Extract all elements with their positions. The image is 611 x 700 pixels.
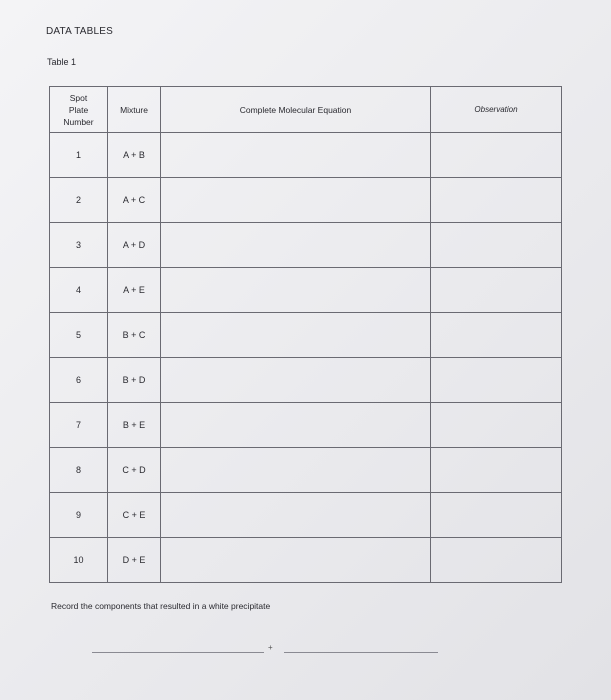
observation-cell[interactable] (431, 313, 562, 358)
mixture-cell: B + C (108, 313, 161, 358)
data-table (49, 86, 562, 583)
header-equation: Complete Molecular Equation (161, 87, 431, 133)
observation-cell[interactable] (431, 403, 562, 448)
table-row (50, 403, 562, 448)
answer-plus-sign: + (268, 643, 273, 652)
observation-cell[interactable] (431, 538, 562, 583)
observation-cell[interactable] (431, 223, 562, 268)
table-row (50, 493, 562, 538)
table-row (50, 268, 562, 313)
precipitate-answer-line-1[interactable] (92, 652, 264, 653)
precipitate-prompt: Record the components that resulted in a white precipitate (51, 601, 271, 611)
observation-cell[interactable] (431, 493, 562, 538)
precipitate-answer-line-2[interactable] (284, 652, 438, 653)
equation-cell[interactable] (161, 223, 431, 268)
spot-number-cell: 5 (50, 313, 108, 358)
spot-number-cell: 9 (50, 493, 108, 538)
mixture-cell: C + E (108, 493, 161, 538)
spot-number-cell: 1 (50, 133, 108, 178)
spot-number-cell: 4 (50, 268, 108, 313)
table-row (50, 448, 562, 493)
equation-cell[interactable] (161, 538, 431, 583)
spot-number-cell: 2 (50, 178, 108, 223)
table-row (50, 133, 562, 178)
header-spot-plate-number (50, 87, 108, 133)
table-row (50, 538, 562, 583)
table-row (50, 178, 562, 223)
mixture-cell: D + E (108, 538, 161, 583)
mixture-cell: A + E (108, 268, 161, 313)
spot-number-cell: 3 (50, 223, 108, 268)
header-number-line: Number (63, 116, 94, 127)
equation-cell[interactable] (161, 403, 431, 448)
table-caption: Table 1 (47, 57, 77, 67)
observation-cell[interactable] (431, 358, 562, 403)
observation-cell[interactable] (431, 133, 562, 178)
equation-cell[interactable] (161, 448, 431, 493)
table-row (50, 313, 562, 358)
observation-cell[interactable] (431, 178, 562, 223)
observation-cell[interactable] (431, 448, 562, 493)
mixture-cell: A + C (108, 178, 161, 223)
table-row (50, 223, 562, 268)
spot-number-cell: 8 (50, 448, 108, 493)
table-header-row (50, 87, 562, 133)
header-plate-line: Plate (68, 104, 89, 115)
equation-cell[interactable] (161, 493, 431, 538)
spot-number-cell: 10 (50, 538, 108, 583)
equation-cell[interactable] (161, 268, 431, 313)
observation-cell[interactable] (431, 268, 562, 313)
header-spot-line: Spot (69, 92, 88, 103)
equation-cell[interactable] (161, 178, 431, 223)
mixture-cell: B + D (108, 358, 161, 403)
header-observation: Observation (431, 87, 562, 133)
table-row (50, 358, 562, 403)
page-heading: DATA TABLES (46, 26, 114, 37)
mixture-cell: A + D (108, 223, 161, 268)
mixture-cell: C + D (108, 448, 161, 493)
mixture-cell: A + B (108, 133, 161, 178)
equation-cell[interactable] (161, 133, 431, 178)
spot-number-cell: 6 (50, 358, 108, 403)
spot-number-cell: 7 (50, 403, 108, 448)
header-mixture: Mixture (108, 87, 161, 133)
equation-cell[interactable] (161, 313, 431, 358)
mixture-cell: B + E (108, 403, 161, 448)
equation-cell[interactable] (161, 358, 431, 403)
